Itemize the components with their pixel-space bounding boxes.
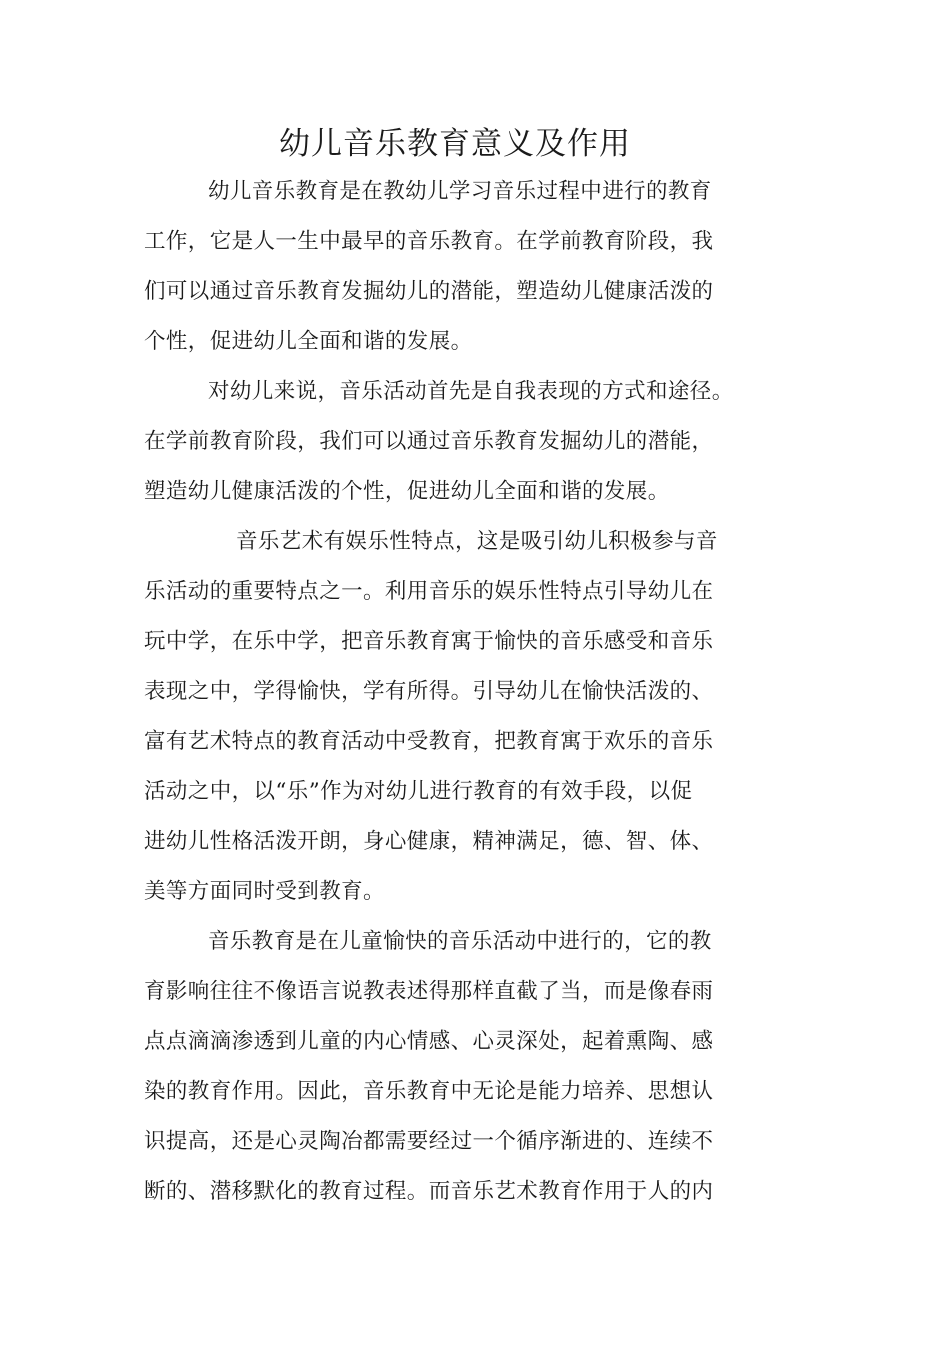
text-line: 富有艺术特点的教育活动中受教育，把教育寓于欢乐的音乐 <box>144 729 714 754</box>
text-line: 美等方面同时受到教育。 <box>144 879 385 904</box>
document-title: 幼儿音乐教育意义及作用 <box>279 126 631 162</box>
text-line: 育影响往往不像语言说教表述得那样直截了当，而是像春雨 <box>144 979 714 1004</box>
text-line: 玩中学，在乐中学，把音乐教育寓于愉快的音乐感受和音乐 <box>144 629 714 654</box>
text-line: 音乐教育是在儿童愉快的音乐活动中进行的，它的教 <box>208 929 712 954</box>
text-line: 进幼儿性格活泼开朗，身心健康，精神满足，德、智、体、 <box>144 829 714 854</box>
text-line: 对幼儿来说，音乐活动首先是自我表现的方式和途径。 <box>208 379 734 404</box>
text-line: 工作，它是人一生中最早的音乐教育。在学前教育阶段，我 <box>144 229 714 254</box>
text-line: 表现之中，学得愉快，学有所得。引导幼儿在愉快活泼的、 <box>144 679 714 704</box>
text-line: 识提高，还是心灵陶冶都需要经过一个循序渐进的、连续不 <box>144 1129 714 1154</box>
text-line: 们可以通过音乐教育发掘幼儿的潜能，塑造幼儿健康活泼的 <box>144 279 714 304</box>
text-line: 塑造幼儿健康活泼的个性，促进幼儿全面和谐的发展。 <box>144 479 670 504</box>
text-line: 在学前教育阶段，我们可以通过音乐教育发掘幼儿的潜能， <box>144 429 714 454</box>
text-line: 活动之中，以“乐”作为对幼儿进行教育的有效手段，以促 <box>144 779 693 804</box>
text-line: 幼儿音乐教育是在教幼儿学习音乐过程中进行的教育 <box>208 179 712 204</box>
text-line: 个性，促进幼儿全面和谐的发展。 <box>144 329 473 354</box>
text-line: 音乐艺术有娱乐性特点，这是吸引幼儿积极参与音 <box>236 529 718 554</box>
text-line: 断的、潜移默化的教育过程。而音乐艺术教育作用于人的内 <box>144 1179 714 1204</box>
text-line: 染的教育作用。因此，音乐教育中无论是能力培养、思想认 <box>144 1079 714 1104</box>
text-line: 乐活动的重要特点之一。利用音乐的娱乐性特点引导幼儿在 <box>144 579 714 604</box>
text-line: 点点滴滴渗透到儿童的内心情感、心灵深处，起着熏陶、感 <box>144 1029 714 1054</box>
